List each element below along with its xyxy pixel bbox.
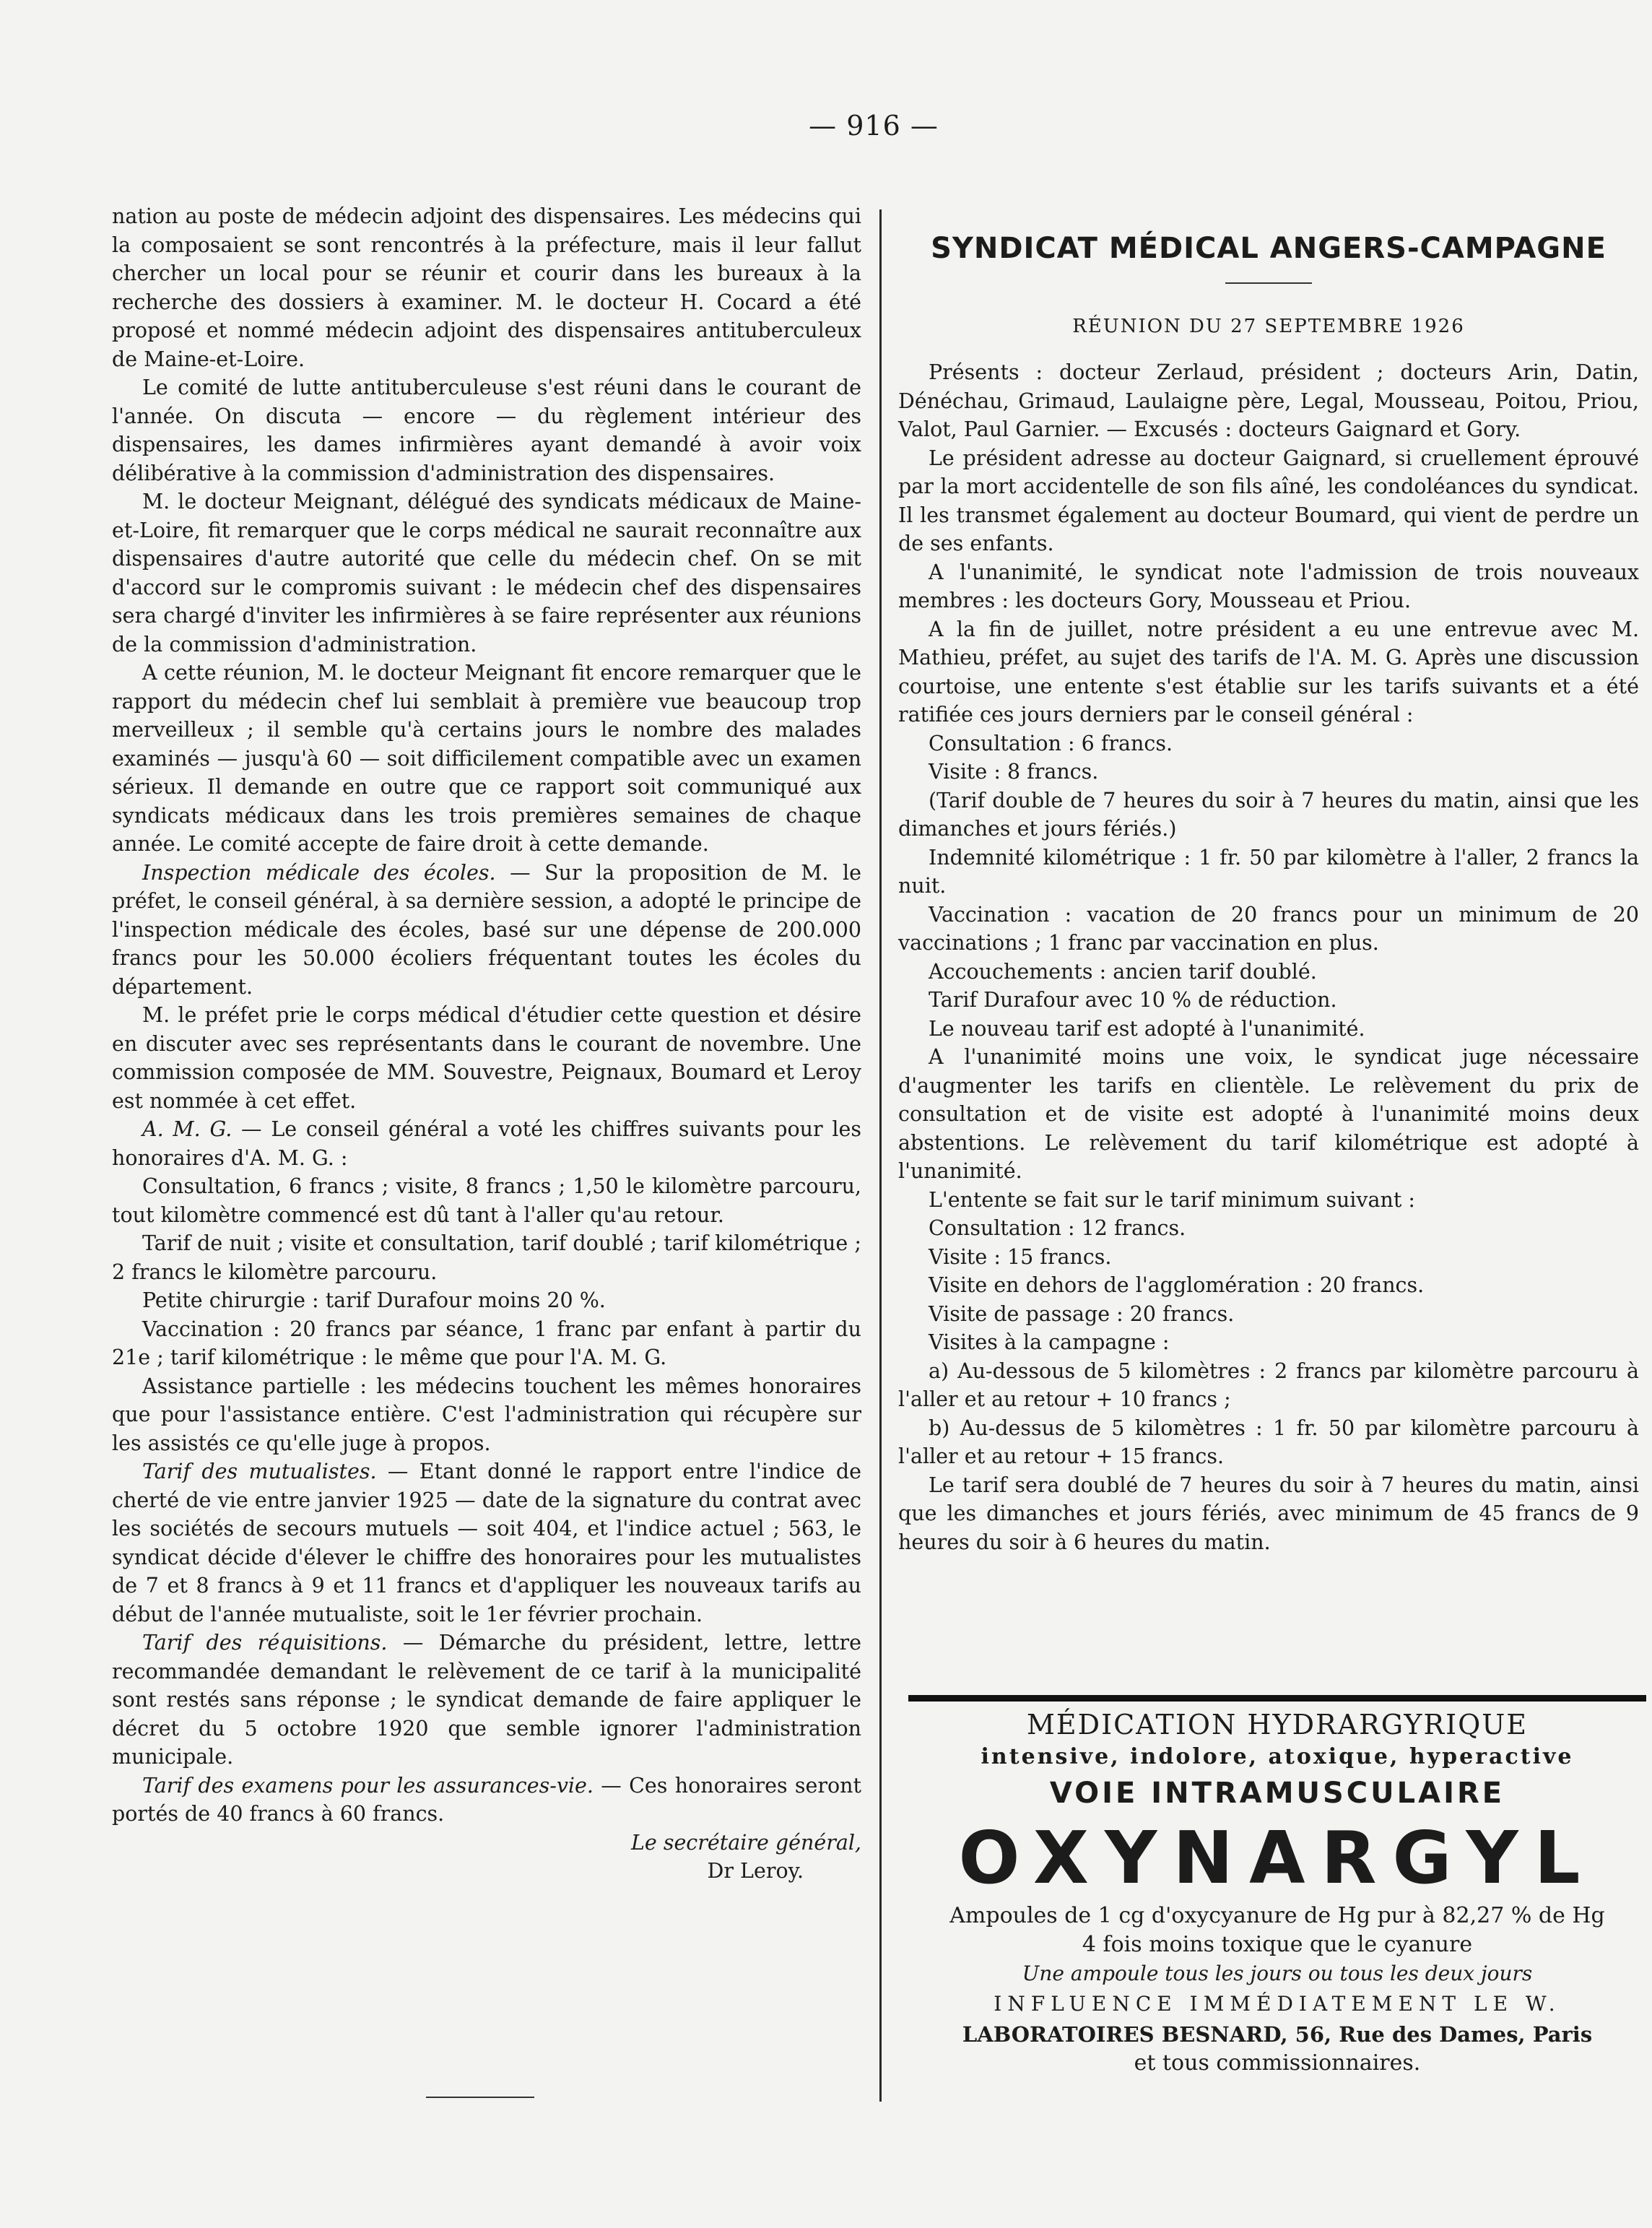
advertisement-top-rule xyxy=(908,1695,1646,1702)
paragraph: A cette réunion, M. le docteur Meignant fit encore remarquer que le rapport du médecin chef lui semblait à première vue beaucoup trop merveilleux ; il semble qu'à certains jours le nombre des malades examinés — jusqu'à 60 — soit difficilement compatible avec un examen sérieux. Il demande en outre que ce rapport soit communiqué aux syndicats médicaux dans les trois premières semaines de chaque année. Le comité accepte de faire droit à cette demande. xyxy=(112,661,861,856)
inspection-text: — Sur la proposition de M. le préfet, le conseil général, à sa dernière session, a adopté le principe de l'inspection médicale des écoles, basé sur une dépense de 200.000 francs pour les 50.000 écoliers fréquentant toutes les écoles du département. xyxy=(112,860,862,999)
present-paragraph: Présents : docteur Zerlaud, président ; docteurs Arin, Datin, Dénéchau, Grimaud, Laulaigne père, Legal, Mousseau, Poitou, Priou, Valot, Paul Garnier. — Excusés : docteurs Gaignard et Gory. xyxy=(898,360,1639,441)
ad-dosage: Une ampoule tous les jours ou tous les deux jours xyxy=(1022,1962,1533,1985)
amg-label: A. M. G. xyxy=(142,1117,232,1141)
ad-headline: MÉDICATION HYDRARGYRIQUE xyxy=(1026,1709,1529,1741)
minimum-intro: L'entente se fait sur le tarif minimum suivant : xyxy=(929,1187,1415,1212)
advertisement xyxy=(901,1707,1652,2078)
amg-item: Consultation, 6 francs ; visite, 8 francs ; 1,50 le kilomètre parcouru, tout kilomètre commencé est dû tant à l'aller qu'au retour. xyxy=(112,1174,861,1227)
ad-laboratory: LABORATOIRES BESNARD, 56, Rue des Dames, Paris xyxy=(962,2022,1593,2047)
tariff-item: Vaccination : vacation de 20 francs pour un minimum de 20 vaccinations ; 1 franc par vaccination en plus. xyxy=(898,902,1639,955)
paragraph-prefet: M. le préfet prie le corps médical d'étudier cette question et désire en discuter avec ses représentants dans le courant de novembre. Une commission composée de MM. Souvestre, Peignaux, Boumard et Leroy est nommée à cet effet. xyxy=(112,1003,861,1113)
condolences-paragraph: Le président adresse au docteur Gaignard, si cruellement éprouvé par la mort accidentelle de son fils aîné, les condoléances du syndicat. Il les transmet également au docteur Boumard, qui vient de perdre un de ses enfants. xyxy=(898,446,1639,555)
insurance-label: Tarif des examens pour les assurances-vie. xyxy=(142,1773,594,1798)
paragraph: nation au poste de médecin adjoint des dispensaires. Les médecins qui la composaient se sont rencontrés à la préfecture, mais il leur fallut chercher un local pour se réunir et courir dans les bureaux à la recherche des dossiers à examiner. M. le docteur H. Cocard a été proposé et nommé médecin adjoint des dispensaires antituberculeux de Maine-et-Loire. xyxy=(112,204,861,371)
tariff-item: Accouchements : ancien tarif doublé. xyxy=(929,959,1317,984)
amg-item: Assistance partielle : les médecins touchent les mêmes honoraires que pour l'assistance entière. C'est l'administration qui récupère sur les assistés ce qu'elle juge à propos. xyxy=(112,1374,861,1455)
inspection-label: Inspection médicale des écoles. xyxy=(142,860,496,885)
tariff-item: Consultation : 6 francs. xyxy=(929,731,1173,755)
left-column xyxy=(112,202,861,1886)
tariff-item: Visite : 8 francs. xyxy=(929,760,1099,784)
vote-paragraph: A l'unanimité moins une voix, le syndicat juge nécessaire d'augmenter les tarifs en clientèle. Le relèvement du prix de consultation et de visite est adopté à l'unanimité moins deux abstentions. Le relèvement du tarif kilométrique est adopté à l'unanimité. xyxy=(898,1045,1639,1183)
amg-item: Tarif de nuit ; visite et consultation, tarif doublé ; tarif kilométrique ; 2 francs le kilomètre parcouru. xyxy=(112,1231,861,1284)
column-divider xyxy=(879,209,882,2102)
paragraph-inspection xyxy=(112,859,861,1002)
right-column xyxy=(898,232,1639,1556)
ad-influence: INFLUENCE IMMÉDIATEMENT LE W. xyxy=(994,1992,1561,2016)
amg-item: Petite chirurgie : tarif Durafour moins 20 %. xyxy=(142,1288,606,1312)
admission-paragraph: A l'unanimité, le syndicat note l'admission de trois nouveaux membres : les docteurs Gory, Mousseau et Priou. xyxy=(898,560,1639,612)
section-title: SYNDICAT MÉDICAL ANGERS-CAMPAGNE xyxy=(931,232,1607,265)
ad-brand: OXYNARGYL xyxy=(958,1816,1596,1900)
insurance-text: — Ces honoraires seront portés de 40 francs à 60 francs. xyxy=(112,1773,861,1826)
amg-text: — Le conseil général a voté les chiffres suivants pour les honoraires d'A. M. G. : xyxy=(112,1117,861,1170)
ad-qualifiers: intensive, indolore, atoxique, hyperactive xyxy=(981,1744,1574,1769)
ad-dealers: et tous commissionnaires. xyxy=(1134,2050,1421,2076)
title-rule xyxy=(1225,282,1312,284)
ad-ampoules: Ampoules de 1 cg d'oxycyanure de Hg pur à 82,27 % de Hg xyxy=(949,1903,1605,1928)
signature-title: Le secrétaire général, xyxy=(630,1830,861,1855)
prefet-paragraph: A la fin de juillet, notre président a eu une entrevue avec M. Mathieu, préfet, au sujet des tarifs de l'A. M. G. Après une discussion courtoise, une entente s'est établie sur les tarifs suivants et a été ratifiée ces jours derniers par le conseil général : xyxy=(898,617,1639,727)
ad-toxicity: 4 fois moins toxique que le cyanure xyxy=(1082,1932,1473,1957)
tariff-item: (Tarif double de 7 heures du soir à 7 heures du matin, ainsi que les dimanches et jours fériés.) xyxy=(898,788,1639,841)
left-end-rule xyxy=(426,2097,534,2098)
minimum-item: Visite de passage : 20 francs. xyxy=(929,1301,1235,1326)
paragraph-amg xyxy=(112,1115,861,1172)
paragraph: M. le docteur Meignant, délégué des syndicats médicaux de Maine-et-Loire, fit remarquer que le corps médical ne saurait reconnaître aux dispensaires d'autre autorité que celle du médecin chef. On se mit d'accord sur le compromis suivant : le médecin chef des dispensaires sera chargé d'inviter les infirmières à se faire représenter aux réunions de la commission d'administration. xyxy=(112,490,861,656)
minimum-item: Visite : 15 francs. xyxy=(929,1244,1112,1269)
ad-route: VOIE INTRAMUSCULAIRE xyxy=(1049,1777,1505,1810)
minimum-item: Visites à la campagne : xyxy=(929,1330,1170,1354)
tariff-item: Tarif Durafour avec 10 % de réduction. xyxy=(929,988,1337,1012)
paragraph-insurance xyxy=(112,1772,861,1829)
requisition-label: Tarif des réquisitions. xyxy=(142,1631,388,1655)
night-paragraph: Le tarif sera doublé de 7 heures du soir à 7 heures du matin, ainsi que les dimanches et jours fériés, avec minimum de 45 francs de 9 heures du soir à 6 heures du matin. xyxy=(898,1473,1639,1554)
amg-item: Vaccination : 20 francs par séance, 1 franc par enfant à partir du 21e ; tarif kilométrique : le même que pour l'A. M. G. xyxy=(112,1317,861,1369)
page-number: — 916 — xyxy=(809,110,939,142)
campaign-item: a) Au-dessous de 5 kilomètres : 2 francs par kilomètre parcouru à l'aller et au retour + 10 francs ; xyxy=(898,1358,1639,1411)
campaign-item: b) Au-dessus de 5 kilomètres : 1 fr. 50 par kilomètre parcouru à l'aller et au retour + 15 francs. xyxy=(898,1416,1639,1468)
meeting-heading: RÉUNION DU 27 SEPTEMBRE 1926 xyxy=(1072,315,1465,337)
requisition-text: — Démarche du président, lettre, lettre recommandée demandant le relèvement de ce tarif à la municipalité sont restés sans réponse ; le syndicat demande de faire appliquer le décret du 5 octobre 1920 que semble ignorer l'administration municipale. xyxy=(112,1631,861,1769)
mutual-label: Tarif des mutualistes. xyxy=(142,1460,377,1483)
tariff-item: Le nouveau tarif est adopté à l'unanimité. xyxy=(929,1016,1365,1041)
minimum-item: Visite en dehors de l'agglomération : 20 francs. xyxy=(929,1273,1425,1297)
mutual-text: — Etant donné le rapport entre l'indice de cherté de vie entre janvier 1925 — date de la signature du contrat avec les sociétés de secours mutuels — soit 404, et l'indice actuel ; 563, le syndicat décide d'élever le chiffre des honoraires pour les mutualistes de 7 et 8 francs à 9 et 11 francs et d'appliquer les nouveaux tarifs au début de l'année mutualiste, soit le 1er février prochain. xyxy=(112,1460,861,1626)
minimum-item: Consultation : 12 francs. xyxy=(929,1216,1186,1240)
paragraph-requisition xyxy=(112,1629,861,1772)
signature-name: Dr Leroy. xyxy=(707,1859,804,1883)
paragraph: Le comité de lutte antituberculeuse s'est réuni dans le courant de l'année. On discuta — encore — du règlement intérieur des dispensaires, les dames infirmières ayant demandé à avoir voix délibérative à la commission d'administration des dispensaires. xyxy=(112,376,861,485)
tariff-item: Indemnité kilométrique : 1 fr. 50 par kilomètre à l'aller, 2 francs la nuit. xyxy=(898,845,1639,898)
paragraph-mutual xyxy=(112,1457,861,1629)
